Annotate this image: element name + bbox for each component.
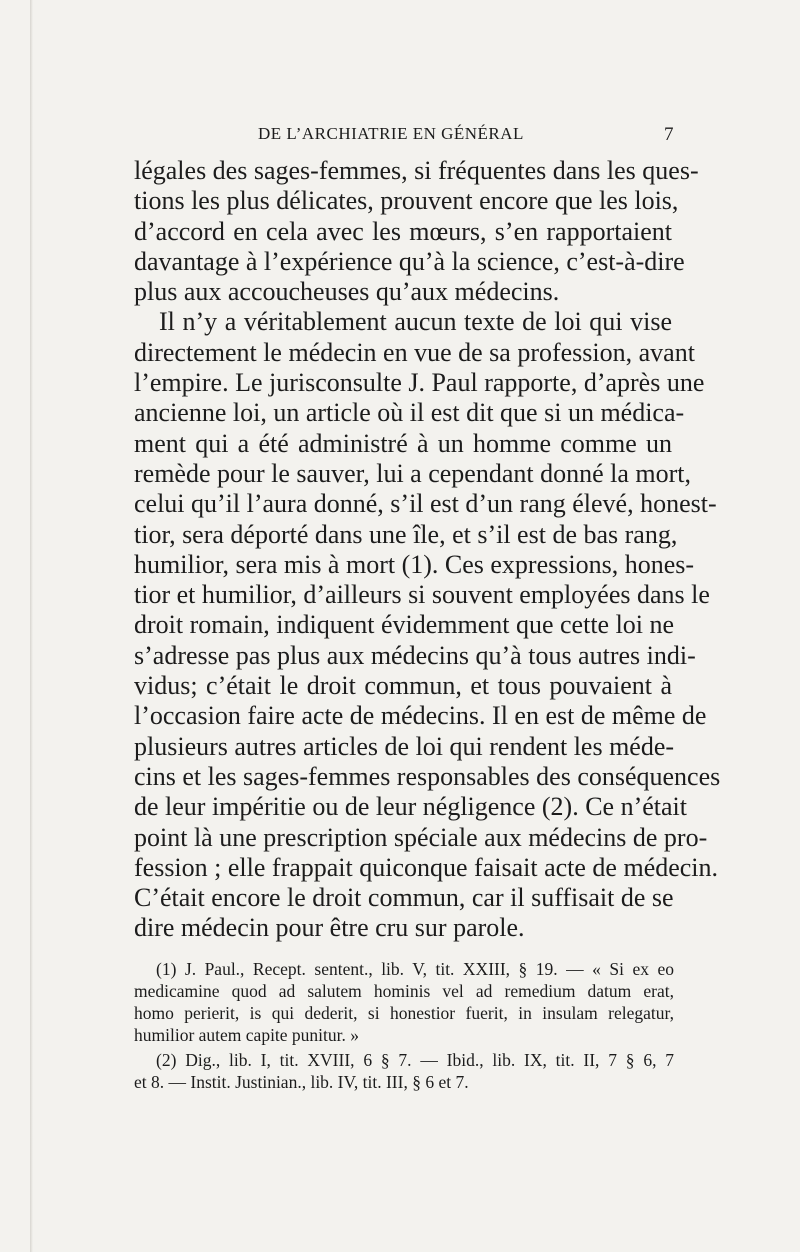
footnote-line: homo perierit, is qui dederit, si honestior fuerit, in insulam relegatur, <box>134 1003 674 1023</box>
text-line: de leur impéritie ou de leur négligence (2). Ce n’était <box>134 792 687 822</box>
text-line: tior et humilior, d’ailleurs si souvent employées dans le <box>134 580 710 610</box>
footnote-line: et 8. — Instit. Justinian., lib. IV, tit. III, § 6 et 7. <box>134 1072 469 1092</box>
text-line: point là une prescription spéciale aux médecins de pro- <box>134 822 708 852</box>
footnote-line: humilior autem capite punitur. » <box>134 1025 360 1045</box>
text-line: l’occasion faire acte de médecins. Il en est de même de <box>134 701 707 731</box>
footnote-2 <box>134 1049 674 1093</box>
text-line: C’était encore le droit commun, car il suffisait de se <box>134 883 674 913</box>
footnote-line: (2) Dig., lib. I, tit. XVIII, 6 § 7. — Ibid., lib. IX, tit. II, 7 § 6, 7 <box>156 1050 674 1070</box>
text-line: fession ; elle frappait quiconque faisait acte de médecin. <box>134 852 719 882</box>
text-line: tior, sera déporté dans une île, et s’il est de bas rang, <box>134 519 678 549</box>
text-line: droit romain, indiquent évidemment que cette loi ne <box>134 610 675 640</box>
text-line: remède pour le sauver, lui a cependant donné la mort, <box>134 458 692 488</box>
text-line: légales des sages-femmes, si fréquentes dans les ques- <box>134 156 699 185</box>
running-title: DE L’ARCHIATRIE EN GÉNÉRAL <box>258 124 524 143</box>
text-line: d’accord en cela avec les mœurs, s’en rapportaient <box>134 216 672 246</box>
text-line: tions les plus délicates, prouvent encore que les lois, <box>134 186 679 216</box>
text-line: vidus; c’était le droit commun, et tous pouvaient à <box>134 671 672 701</box>
body-text <box>134 156 721 944</box>
page-edge <box>30 0 33 1252</box>
text-line: Il n’y a véritablement aucun texte de loi qui vise <box>159 307 672 337</box>
text-line: celui qu’il l’aura donné, s’il est d’un rang élevé, honest- <box>134 489 717 519</box>
footnote-line: (1) J. Paul., Recept. sentent., lib. V, tit. XXIII, § 19. — « Si ex eo <box>156 959 674 979</box>
text-line: plus aux accoucheuses qu’aux médecins. <box>134 277 560 307</box>
text-line: humilior, sera mis à mort (1). Ces expressions, hones- <box>134 549 695 579</box>
text-line: davantage à l’expérience qu’à la science, c’est-à-dire <box>134 246 685 276</box>
footnote-1 <box>134 958 674 1046</box>
text-line: s’adresse pas plus aux médecins qu’à tous autres indi- <box>134 640 696 670</box>
text-line: directement le médecin en vue de sa profession, avant <box>134 337 695 367</box>
text-line: l’empire. Le jurisconsulte J. Paul rapporte, d’après une <box>134 368 705 398</box>
page-number: 7 <box>664 124 674 145</box>
footnotes <box>134 958 674 1093</box>
text-line: ment qui a été administré à un homme comme un <box>134 428 672 458</box>
text-line: cins et les sages-femmes responsables des conséquences <box>134 761 721 791</box>
text-line: dire médecin pour être cru sur parole. <box>134 913 525 943</box>
text-line: ancienne loi, un article où il est dit que si un médica- <box>134 398 685 428</box>
footnote-line: medicamine quod ad salutem hominis vel ad remedium datum erat, <box>134 981 674 1001</box>
text-line: plusieurs autres articles de loi qui rendent les méde- <box>134 731 675 761</box>
